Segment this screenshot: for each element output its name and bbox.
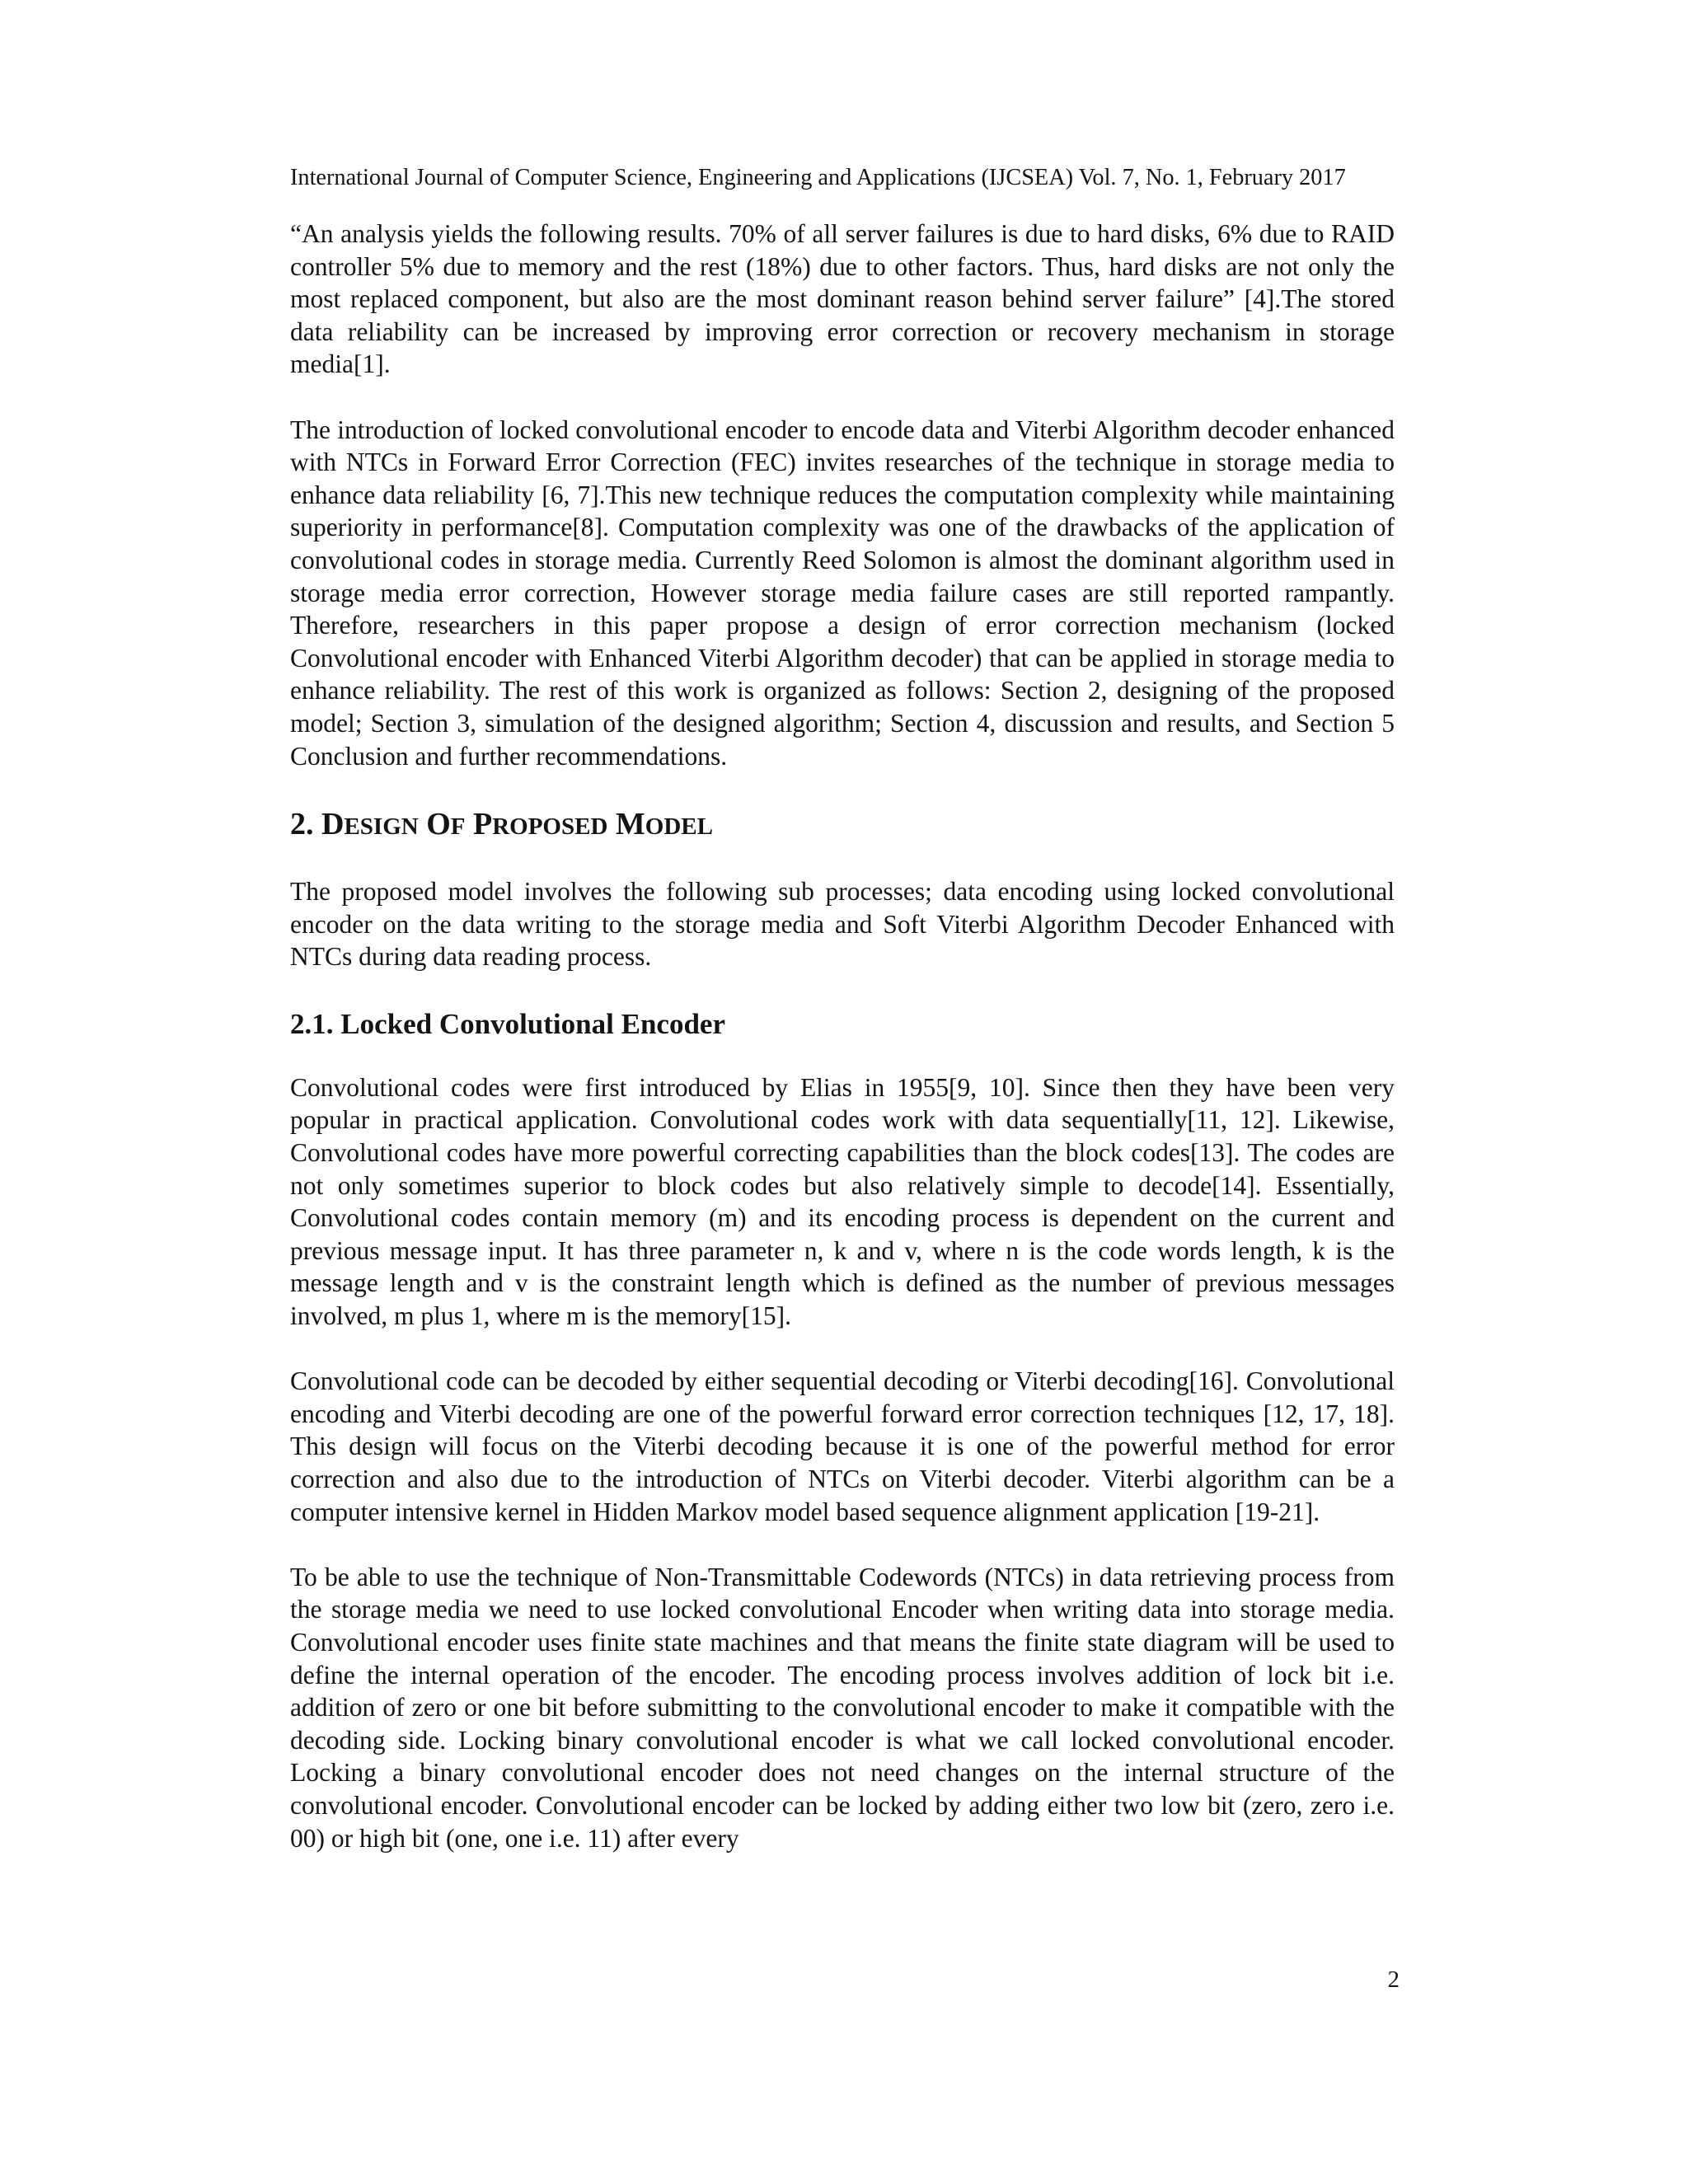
section-number: 2.: [290, 807, 314, 842]
page-number: 2: [1387, 1966, 1400, 1993]
page-content: [290, 218, 1395, 1854]
body-paragraph-introduction: The introduction of locked convolutional encoder to encode data and Viterbi Algorithm decoder enhanced with NTCs in Forward Error Correction (FEC) invites researches of the technique in storage media to enhance data reliability [6, 7].This new technique reduces the computation complexity while maintaining superiority in performance[8]. Computation complexity was one of the drawbacks of the application of convolutional codes in storage media. Currently Reed Solomon is almost the dominant algorithm used in storage media error correction, However storage media failure cases are still reported rampantly. Therefore, researchers in this paper propose a design of error correction mechanism (locked Convolutional encoder with Enhanced Viterbi Algorithm decoder) that can be applied in storage media to enhance reliability. The rest of this work is organized as follows: Section 2, designing of the proposed model; Section 3, simulation of the designed algorithm; Section 4, discussion and results, and Section 5 Conclusion and further recommendations.: [290, 415, 1395, 771]
subsection-paragraph-3: To be able to use the technique of Non-Transmittable Codewords (NTCs) in data retrieving process from the storage media we need to use locked convolutional Encoder when writing data into storage media. Convolutional encoder uses finite state machines and that means the finite state diagram will be used to define the internal operation of the encoder. The encoding process involves addition of lock bit i.e. addition of zero or one bit before submitting to the convolutional encoder to make it compatible with the decoding side. Locking binary convolutional encoder is what we call locked convolutional encoder. Locking a binary convolutional encoder does not need changes on the internal structure of the convolutional encoder. Convolutional encoder can be locked by adding either two low bit (zero, zero i.e. 00) or high bit (one, one i.e. 11) after every: [290, 1562, 1395, 1853]
section-2-intro-paragraph: The proposed model involves the following sub processes; data encoding using locked convolutional encoder on the data writing to the storage media and Soft Viterbi Algorithm Decoder Enhanced with NTCs during data reading process.: [290, 877, 1395, 972]
section-heading-design-of-proposed-model: 2. DESIGN OF PROPOSED MODEL: [290, 807, 713, 842]
body-paragraph-quote: “An analysis yields the following results. 70% of all server failures is due to hard disks, 6% due to RAID controller 5% due to memory and the rest (18%) due to other factors. Thus, hard disks are not only the most replaced component, but also are the most dominant reason behind server failure” [4].The stored data reliability can be increased by improving error correction or recovery mechanism in storage media[1].: [290, 219, 1395, 379]
subsection-paragraph-2: Convolutional code can be decoded by either sequential decoding or Viterbi decoding[16]. Convolutional encoding and Viterbi decoding are one of the powerful forward error correction techniques [12, 17, 18]. This design will focus on the Viterbi decoding because it is one of the powerful method for error correction and also due to the introduction of NTCs on Viterbi decoder. Viterbi algorithm can be a computer intensive kernel in Hidden Markov model based sequence alignment application [19-21].: [290, 1366, 1395, 1526]
running-header: International Journal of Computer Science, Engineering and Applications (IJCSEA) Vol. 7, No. 1, February 2017: [290, 165, 1346, 190]
subsection-paragraph-1: Convolutional codes were first introduced by Elias in 1955[9, 10]. Since then they have been very popular in practical application. Convolutional codes work with data sequentially[11, 12]. Likewise, Convolutional codes have more powerful correcting capabilities than the block codes[13]. The codes are not only sometimes superior to block codes but also relatively simple to decode[14]. Essentially, Convolutional codes contain memory (m) and its encoding process is dependent on the current and previous message input. It has three parameter n, k and v, where n is the code words length, k is the message length and v is the constraint length which is defined as the number of previous messages involved, m plus 1, where m is the memory[15].: [290, 1072, 1395, 1331]
subsection-heading-locked-convolutional-encoder: 2.1. Locked Convolutional Encoder: [290, 1007, 725, 1040]
